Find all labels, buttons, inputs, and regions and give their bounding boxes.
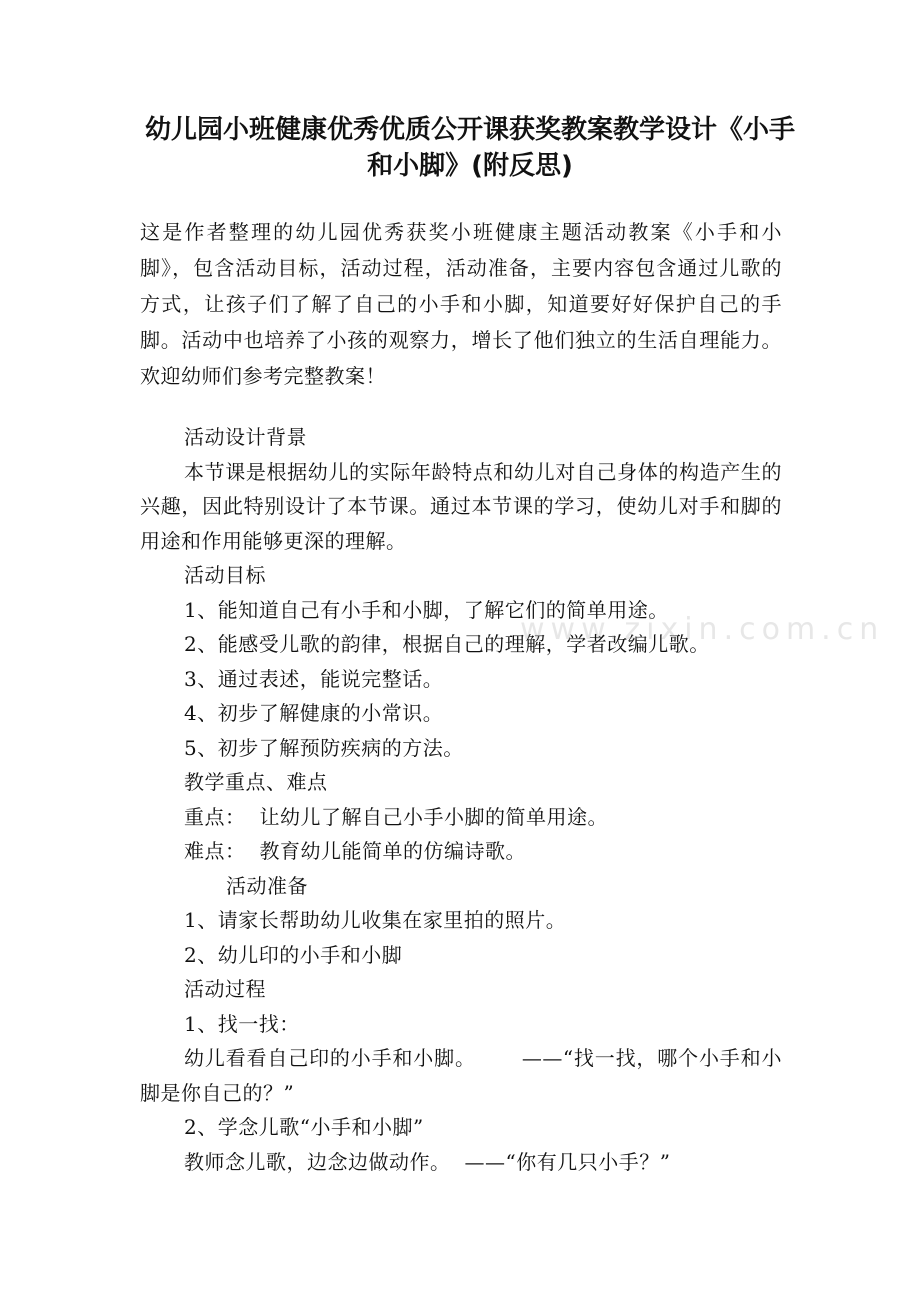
background-heading: 活动设计背景 xyxy=(184,425,307,449)
background-paragraph: 本节课是根据幼儿的实际年龄特点和幼儿对自己身体的构造产生的兴趣，因此特别设计了本节课。通过本节课的学习，使幼儿对手和脚的用途和作用能够更深的理解。 xyxy=(140,459,782,553)
key-points-heading: 教学重点、难点 xyxy=(184,770,328,794)
step2-text-a: 教师念儿歌，边念边做动作。 xyxy=(184,1149,451,1174)
prep-item: 2、幼儿印的小手和小脚 xyxy=(184,942,403,967)
step2-text-b: ——“你有几只小手？” xyxy=(464,1149,671,1174)
prep-item: 1、请家长帮助幼儿收集在家里拍的照片。 xyxy=(184,908,567,932)
goal-item: 5、初步了解预防疾病的方法。 xyxy=(184,735,464,760)
goals-heading: 活动目标 xyxy=(184,563,266,587)
process-heading: 活动过程 xyxy=(184,977,266,1001)
key-point-label: 重点： xyxy=(184,804,246,829)
difficulty-label: 难点： xyxy=(184,839,246,863)
goal-item: 2、能感受儿歌的韵律，根据自己的理解，学者改编儿歌。 xyxy=(184,632,710,656)
step1-paragraph xyxy=(140,1041,782,1110)
key-point-text: 让幼儿了解自己小手小脚的简单用途。 xyxy=(259,804,608,829)
step2-line xyxy=(140,1145,782,1180)
step1-text-b: ——“找一找，哪个小手和小脚是你自己的？” xyxy=(140,1046,782,1105)
watermark: www.zixin.com.cn xyxy=(520,612,885,647)
goal-item: 3、通过表述，能说完整话。 xyxy=(184,666,444,691)
difficulty-line xyxy=(140,834,782,869)
goal-item: 1、能知道自己有小手和小脚，了解它们的简单用途。 xyxy=(184,597,669,622)
step1-text-a: 幼儿看看自己印的小手和小脚。 xyxy=(184,1046,476,1070)
lesson-body xyxy=(140,420,782,1179)
goal-item: 4、初步了解健康的小常识。 xyxy=(184,701,444,725)
key-point-line xyxy=(140,800,782,835)
prep-heading: 活动准备 xyxy=(226,873,308,898)
intro-paragraph: 这是作者整理的幼儿园优秀获奖小班健康主题活动教案《小手和小脚》，包含活动目标，活动过程，活动准备，主要内容包含通过儿歌的方式，让孩子们了解了自己的小手和小脚，知道要好好保护自己的手脚。活动中也培养了小孩的观察力，增长了他们独立的生活自理能力。欢迎幼师们参考完整教案！ xyxy=(140,220,782,388)
document-title: 幼儿园小班健康优秀优质公开课获奖教案教学设计《小手和小脚》(附反思) xyxy=(144,115,795,181)
step2-heading: 2、学念儿歌“小手和小脚” xyxy=(184,1115,424,1139)
step1-heading: 1、找一找： xyxy=(184,1011,300,1036)
difficulty-text: 教育幼儿能简单的仿编诗歌。 xyxy=(259,839,526,863)
